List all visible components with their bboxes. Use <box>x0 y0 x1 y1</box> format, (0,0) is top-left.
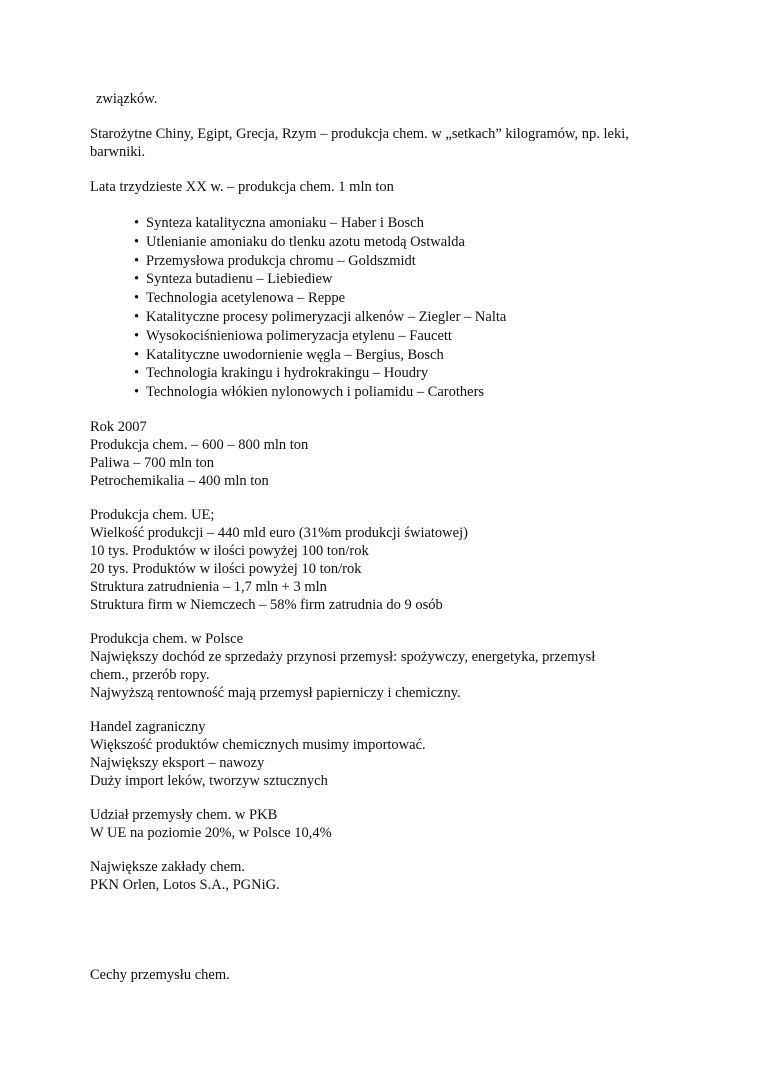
bullet-item: • Wysokociśnieniowa polimeryzacja etylenu – Faucett <box>134 327 452 344</box>
bullet-item: • Katalityczne procesy polimeryzacji alkenów – Ziegler – Nalta <box>134 308 507 325</box>
bullet-icon: • <box>134 271 140 288</box>
text-line-ancient-production-cont: barwniki. <box>90 144 146 160</box>
bullet-icon: • <box>134 290 140 307</box>
text-line-poland-income-cont: chem., przerób ropy. <box>90 667 210 683</box>
text-line-petrochemicals: Petrochemikalia – 400 mln ton <box>90 473 269 489</box>
text-line-continuation: związków. <box>96 91 158 107</box>
bullet-icon: • <box>134 215 140 231</box>
bullet-icon: • <box>134 346 140 363</box>
text-line-poland-profitability: Najwyższą rentowność mają przemysł papierniczy i chemiczny. <box>90 685 461 701</box>
bullet-icon: • <box>134 327 140 344</box>
inventions-bullet-list <box>134 214 506 402</box>
section-heading-eu: Produkcja chem. UE; <box>90 507 215 523</box>
text-line-eu-10k: 10 tys. Produktów w ilości powyżej 100 ton/rok <box>90 543 369 559</box>
text-line-eu-germany: Struktura firm w Niemczech – 58% firm zatrudnia do 9 osób <box>90 597 443 613</box>
text-line-poland-income: Największy dochód ze sprzedaży przynosi przemysł: spożywczy, energetyka, przemysł <box>90 649 596 665</box>
bullet-item: • Katalityczne uwodornienie węgla – Bergius, Bosch <box>134 346 444 363</box>
bullet-item: • Przemysłowa produkcja chromu – Goldszmidt <box>134 252 416 269</box>
section-heading-features: Cechy przemysłu chem. <box>90 967 230 983</box>
text-line-eu-employment: Struktura zatrudnienia – 1,7 mln + 3 mln <box>90 579 327 595</box>
section-heading-2007: Rok 2007 <box>90 419 147 435</box>
bullet-item: • Synteza katalityczna amoniaku – Haber i Bosch <box>134 215 424 231</box>
section-heading-plants: Największe zakłady chem. <box>90 859 245 875</box>
text-line-trade-export: Największy eksport – nawozy <box>90 755 265 771</box>
bullet-icon: • <box>134 384 140 401</box>
text-line-fuels: Paliwa – 700 mln ton <box>90 455 215 471</box>
text-line-eu-20k: 20 tys. Produktów w ilości powyżej 10 ton/rok <box>90 561 362 577</box>
bullet-icon: • <box>134 233 140 250</box>
text-line-eu-size: Wielkość produkcji – 440 mld euro (31%m produkcji światowej) <box>90 525 468 541</box>
section-heading-trade: Handel zagraniczny <box>90 719 206 735</box>
text-line-ancient-production: Starożytne Chiny, Egipt, Grecja, Rzym – produkcja chem. w „setkach” kilogramów, np. leki, <box>90 126 629 142</box>
text-line-trade-large-import: Duży import leków, tworzyw sztucznych <box>90 773 328 789</box>
text-line-chem-production: Produkcja chem. – 600 – 800 mln ton <box>90 437 309 453</box>
bullet-item: • Technologia włókien nylonowych i poliamidu – Carothers <box>134 384 485 401</box>
text-line-thirties: Lata trzydzieste XX w. – produkcja chem. 1 mln ton <box>90 179 394 195</box>
bullet-item: • Synteza butadienu – Liebiediew <box>134 271 333 288</box>
text-line-trade-import: Większość produktów chemicznych musimy importować. <box>90 737 426 753</box>
text-line-gdp-share: W UE na poziomie 20%, w Polsce 10,4% <box>90 825 332 841</box>
bullet-icon: • <box>134 308 140 325</box>
text-line-plants-list: PKN Orlen, Lotos S.A., PGNiG. <box>90 877 280 893</box>
section-heading-gdp: Udział przemysły chem. w PKB <box>90 807 278 823</box>
bullet-item: • Technologia krakingu i hydrokrakingu – Houdry <box>134 365 429 382</box>
bullet-item: • Utlenianie amoniaku do tlenku azotu metodą Ostwalda <box>134 233 465 250</box>
bullet-item: • Technologia acetylenowa – Reppe <box>134 290 346 307</box>
bullet-icon: • <box>134 365 140 382</box>
bullet-icon: • <box>134 252 140 269</box>
section-heading-poland: Produkcja chem. w Polsce <box>90 631 244 647</box>
